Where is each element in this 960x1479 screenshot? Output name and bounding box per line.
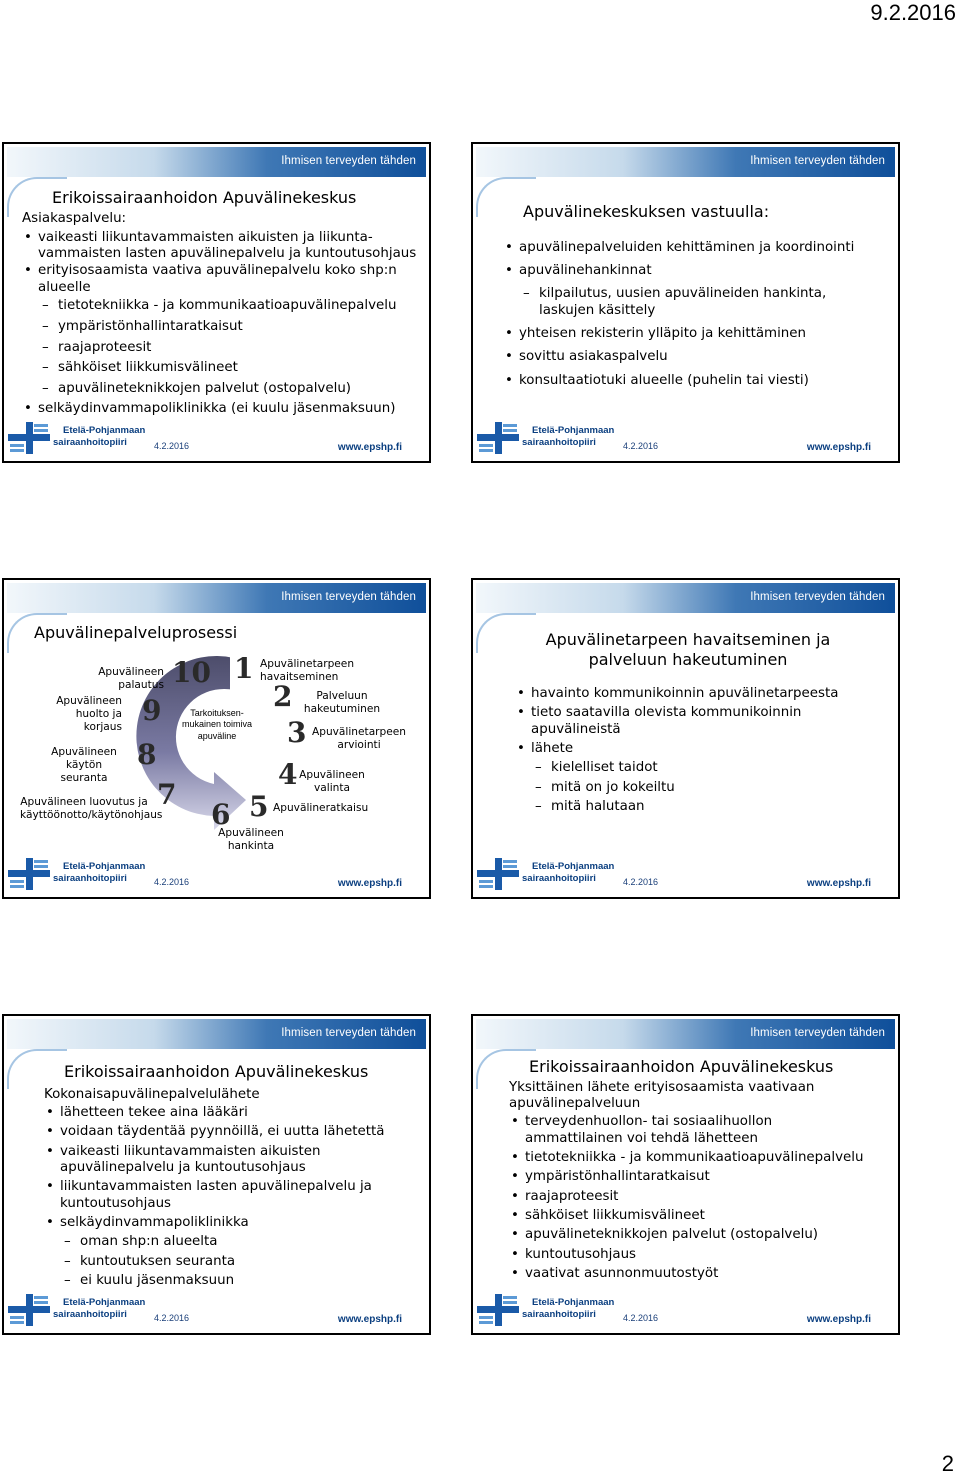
footer-url: www.epshp.fi — [806, 1314, 871, 1325]
logo-text: sairaanhoitopiiri — [522, 437, 596, 448]
slide-title: Apuvälinetarpeen havaitseminen ja palveluun hakeutuminen — [545, 630, 831, 669]
cross-logo-icon — [8, 422, 50, 454]
list-item: • tieto saatavilla olevista kommunikoinnin apuvälineistä — [515, 705, 858, 738]
logo-text: sairaanhoitopiiri — [53, 1309, 127, 1320]
cross-logo-icon — [477, 1294, 519, 1326]
logo-text: Etelä-Pohjanmaan — [532, 425, 615, 436]
logo-text: Etelä-Pohjanmaan — [532, 1297, 615, 1308]
step-number: 10 — [172, 656, 211, 689]
list-item: – apuvälineteknikkojen palvelut (ostopalvelu) — [22, 381, 421, 398]
epshp-logo — [477, 422, 617, 454]
list-item: • liikuntavammaisten lasten apuvälinepalvelu ja kuntoutusohjaus — [44, 1179, 421, 1212]
slide-subtitle: Asiakaspalvelu: — [22, 210, 127, 226]
list-item: – ympäristönhallintaratkaisut — [22, 319, 421, 336]
step-number: 3 — [287, 716, 307, 749]
epshp-logo — [8, 422, 148, 454]
list-item: – kilpailutus, uusien apuvälineiden hankinta, laskujen käsittely — [503, 286, 890, 319]
slide-title: Erikoissairaanhoidon Apuvälinekeskus — [52, 188, 357, 207]
slide-footer — [473, 1293, 898, 1333]
list-item: • vaativat asunnonmuutostyöt — [509, 1266, 890, 1282]
step-number: 6 — [211, 798, 231, 831]
logo-text: Etelä-Pohjanmaan — [63, 1297, 146, 1308]
slide-footer — [4, 421, 429, 461]
list-item: – mitä halutaan — [515, 799, 858, 815]
step-label: Apuvälineratkaisu — [273, 802, 369, 814]
slide-footer — [4, 1293, 429, 1333]
list-item: – ei kuulu jäsenmaksuun — [44, 1273, 421, 1289]
slide-header — [7, 1019, 426, 1049]
step-number: 4 — [278, 758, 298, 791]
footer-date: 4.2.2016 — [623, 441, 659, 451]
list-item: • konsultaatiotuki alueelle (puhelin tai viesti) — [503, 373, 890, 389]
list-item: • sovittu asiakaspalvelu — [503, 349, 890, 365]
slide-footer — [473, 421, 898, 461]
slide-title: Apuvälinekeskuksen vastuulla: — [523, 202, 770, 221]
list-item: • sähköiset liikkumisvälineet — [509, 1208, 890, 1224]
slide-1 — [2, 142, 431, 463]
list-item: • raajaproteesit — [509, 1189, 890, 1205]
cross-logo-icon — [477, 858, 519, 890]
step-number: 1 — [234, 652, 254, 685]
list-item: • yhteisen rekisterin ylläpito ja kehittäminen — [503, 326, 890, 342]
slide-header — [7, 583, 426, 613]
tagline: Ihmisen terveyden tähden — [750, 1027, 885, 1039]
list-item: • lähete — [515, 741, 858, 757]
tagline: Ihmisen terveyden tähden — [281, 591, 416, 603]
step-label: Apuvälineen palautus — [98, 666, 164, 691]
logo-text: sairaanhoitopiiri — [53, 873, 127, 884]
footer-date: 4.2.2016 — [623, 1313, 659, 1323]
step-number: 2 — [273, 680, 293, 713]
list-item: – tietotekniikka - ja kommunikaatioapuvälinepalvelu — [22, 298, 421, 315]
logo-text: sairaanhoitopiiri — [522, 873, 596, 884]
step-label: Apuvälineen käytön seuranta — [51, 746, 117, 784]
slide-footer — [4, 857, 429, 897]
cross-logo-icon — [8, 1294, 50, 1326]
step-number: 5 — [249, 790, 269, 823]
slide-header — [476, 147, 895, 177]
list-item: • havainto kommunikoinnin apuvälinetarpeesta — [515, 686, 858, 702]
slide-header — [476, 1019, 895, 1049]
slide-subtitle: Yksittäinen lähete erityisosaamista vaativaan apuvälinepalveluun — [509, 1079, 815, 1111]
step-number: 9 — [142, 694, 162, 727]
footer-url: www.epshp.fi — [806, 442, 871, 453]
footer-url: www.epshp.fi — [337, 878, 402, 889]
logo-text: Etelä-Pohjanmaan — [63, 425, 146, 436]
step-label: Apuvälineen huolto ja korjaus — [56, 695, 122, 733]
page-number: 2 — [941, 1451, 954, 1476]
slide-title: Erikoissairaanhoidon Apuvälinekeskus — [64, 1062, 369, 1081]
step-label: Palveluun hakeutuminen — [303, 690, 381, 715]
slide-2 — [471, 142, 900, 463]
footer-date: 4.2.2016 — [154, 441, 190, 451]
slide-6 — [471, 1014, 900, 1335]
footer-date: 4.2.2016 — [623, 877, 659, 887]
slide-3 — [2, 578, 431, 899]
tagline: Ihmisen terveyden tähden — [281, 1027, 416, 1039]
list-item: • selkäydinvammapoliklinikka (ei kuulu jäsenmaksuun) — [22, 401, 421, 418]
list-item: • erityisosaamista vaativa apuvälinepalvelu koko shp:n alueelle — [22, 263, 421, 296]
step-label: Apuvälinetarpeen havaitseminen — [260, 658, 355, 683]
process-center-label: Tarkoituksen-mukainen toimiva apuväline — [181, 708, 253, 741]
tagline: Ihmisen terveyden tähden — [750, 155, 885, 167]
footer-url: www.epshp.fi — [806, 878, 871, 889]
slide-4 — [471, 578, 900, 899]
page-date: 9.2.2016 — [870, 0, 956, 25]
step-label: Apuvälinetarpeen arviointi — [311, 726, 407, 751]
list-item: – sähköiset liikkumisvälineet — [22, 360, 421, 377]
slide-footer — [473, 857, 898, 897]
epshp-logo — [477, 858, 617, 890]
list-item: – mitä on jo kokeiltu — [515, 780, 858, 796]
slide-subtitle: Kokonaisapuvälinepalvelulähete — [44, 1086, 260, 1102]
slide-header — [476, 583, 895, 613]
list-item: – kielelliset taidot — [515, 760, 858, 776]
slide-5 — [2, 1014, 431, 1335]
footer-date: 4.2.2016 — [154, 1313, 190, 1323]
footer-url: www.epshp.fi — [337, 1314, 402, 1325]
slide-header — [7, 147, 426, 177]
slide-title: Apuvälinepalveluprosessi — [34, 623, 238, 642]
tagline: Ihmisen terveyden tähden — [750, 591, 885, 603]
tagline: Ihmisen terveyden tähden — [281, 155, 416, 167]
list-item: • lähetteen tekee aina lääkäri — [44, 1105, 421, 1121]
step-number: 8 — [137, 738, 157, 771]
footer-url: www.epshp.fi — [337, 442, 402, 453]
step-label: Apuvälineen valinta — [299, 769, 365, 794]
list-item: • voidaan täydentää pyynnöillä, ei uutta lähetettä — [44, 1124, 421, 1140]
slide-title: Erikoissairaanhoidon Apuvälinekeskus — [529, 1057, 834, 1076]
list-item: • apuvälinehankinnat — [503, 263, 890, 279]
step-label: Apuvälineen luovutus ja käyttöönotto/käytönohjaus — [20, 796, 163, 821]
epshp-logo — [8, 1294, 148, 1326]
footer-date: 4.2.2016 — [154, 877, 190, 887]
logo-text: Etelä-Pohjanmaan — [63, 861, 146, 872]
step-number: 7 — [157, 778, 177, 811]
list-item: • terveydenhuollon- tai sosiaalihuollon ammattilainen voi tehdä lähetteen — [509, 1114, 890, 1147]
list-item: • apuvälineteknikkojen palvelut (ostopalvelu) — [509, 1227, 890, 1243]
logo-text: Etelä-Pohjanmaan — [532, 861, 615, 872]
list-item: – raajaproteesit — [22, 340, 421, 357]
list-item: • selkäydinvammapoliklinikka — [44, 1215, 421, 1231]
list-item: – kuntoutuksen seuranta — [44, 1254, 421, 1270]
cross-logo-icon — [477, 422, 519, 454]
logo-text: sairaanhoitopiiri — [522, 1309, 596, 1320]
logo-text: sairaanhoitopiiri — [53, 437, 127, 448]
list-item: • tietotekniikka - ja kommunikaatioapuvälinepalvelu — [509, 1150, 890, 1166]
list-item: • kuntoutusohjaus — [509, 1247, 890, 1263]
epshp-logo — [8, 858, 148, 890]
step-label: Apuvälineen hankinta — [218, 827, 284, 852]
list-item: • apuvälinepalveluiden kehittäminen ja koordinointi — [503, 240, 890, 256]
list-item: • vaikeasti liikuntavammaisten aikuisten ja liikunta-vammaisten lasten apuvälinepalvelu ja kuntoutusohjaus — [22, 230, 421, 263]
list-item: – oman shp:n alueelta — [44, 1234, 421, 1250]
list-item: • ympäristönhallintaratkaisut — [509, 1169, 890, 1185]
list-item: • vaikeasti liikuntavammaisten aikuisten apuvälinepalvelu ja kuntoutusohjaus — [44, 1144, 421, 1177]
cross-logo-icon — [8, 858, 50, 890]
epshp-logo — [477, 1294, 617, 1326]
decorative-curve — [476, 613, 536, 653]
